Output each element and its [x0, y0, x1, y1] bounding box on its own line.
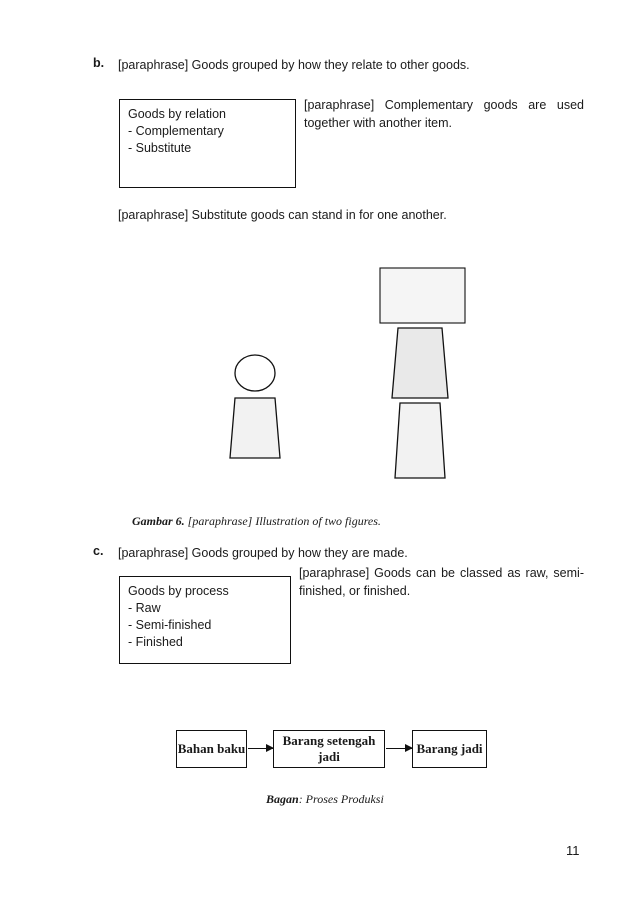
section-c-side-text: [paraphrase] Goods can be classed as raw, semi-finished, or finished.: [299, 566, 584, 598]
section-c-intro: [paraphrase] Goods grouped by how they are made.: [118, 546, 408, 560]
figure-caption-label: Gambar 6.: [132, 514, 185, 528]
flow-arrow-1: [248, 748, 273, 749]
section-b-marker: b.: [93, 56, 105, 70]
section-b-box-title: Goods by relation: [128, 107, 226, 121]
section-b-side-text: [paraphrase] Complementary goods are used together with another item.: [304, 98, 584, 130]
section-b-summary-box: [119, 99, 296, 188]
flow-caption-text: : Proses Produksi: [298, 792, 384, 806]
illustration-left: [205, 258, 305, 492]
illustration-right: [370, 258, 480, 498]
section-c-marker: c.: [93, 544, 104, 558]
flow-step-semi-finished: Barang setengah jadi: [273, 730, 385, 768]
section-b-box-list: [128, 123, 287, 157]
page-number: 11: [566, 843, 580, 858]
section-c-summary-box: [119, 576, 291, 664]
list-item: - Substitute: [128, 140, 287, 157]
list-item: - Semi-finished: [128, 617, 282, 634]
list-item: - Raw: [128, 600, 282, 617]
section-c-box-title: Goods by process: [128, 584, 229, 598]
section-b-intro: [paraphrase] Goods grouped by how they relate to other goods.: [118, 58, 470, 72]
flow-step-raw-materials: Bahan baku: [176, 730, 247, 768]
flow-arrow-2: [386, 748, 412, 749]
flow-caption: [266, 792, 384, 807]
flow-step-finished: Barang jadi: [412, 730, 487, 768]
section-c-box-list: [128, 600, 282, 651]
section-b-substitute-text: [paraphrase] Substitute goods can stand in for one another.: [118, 208, 447, 222]
flow-caption-label: Bagan: [266, 792, 299, 806]
figure-caption-text: [paraphrase] Illustration of two figures.: [187, 514, 381, 528]
list-item: - Finished: [128, 634, 282, 651]
figure-caption: [132, 514, 381, 529]
list-item: - Complementary: [128, 123, 287, 140]
